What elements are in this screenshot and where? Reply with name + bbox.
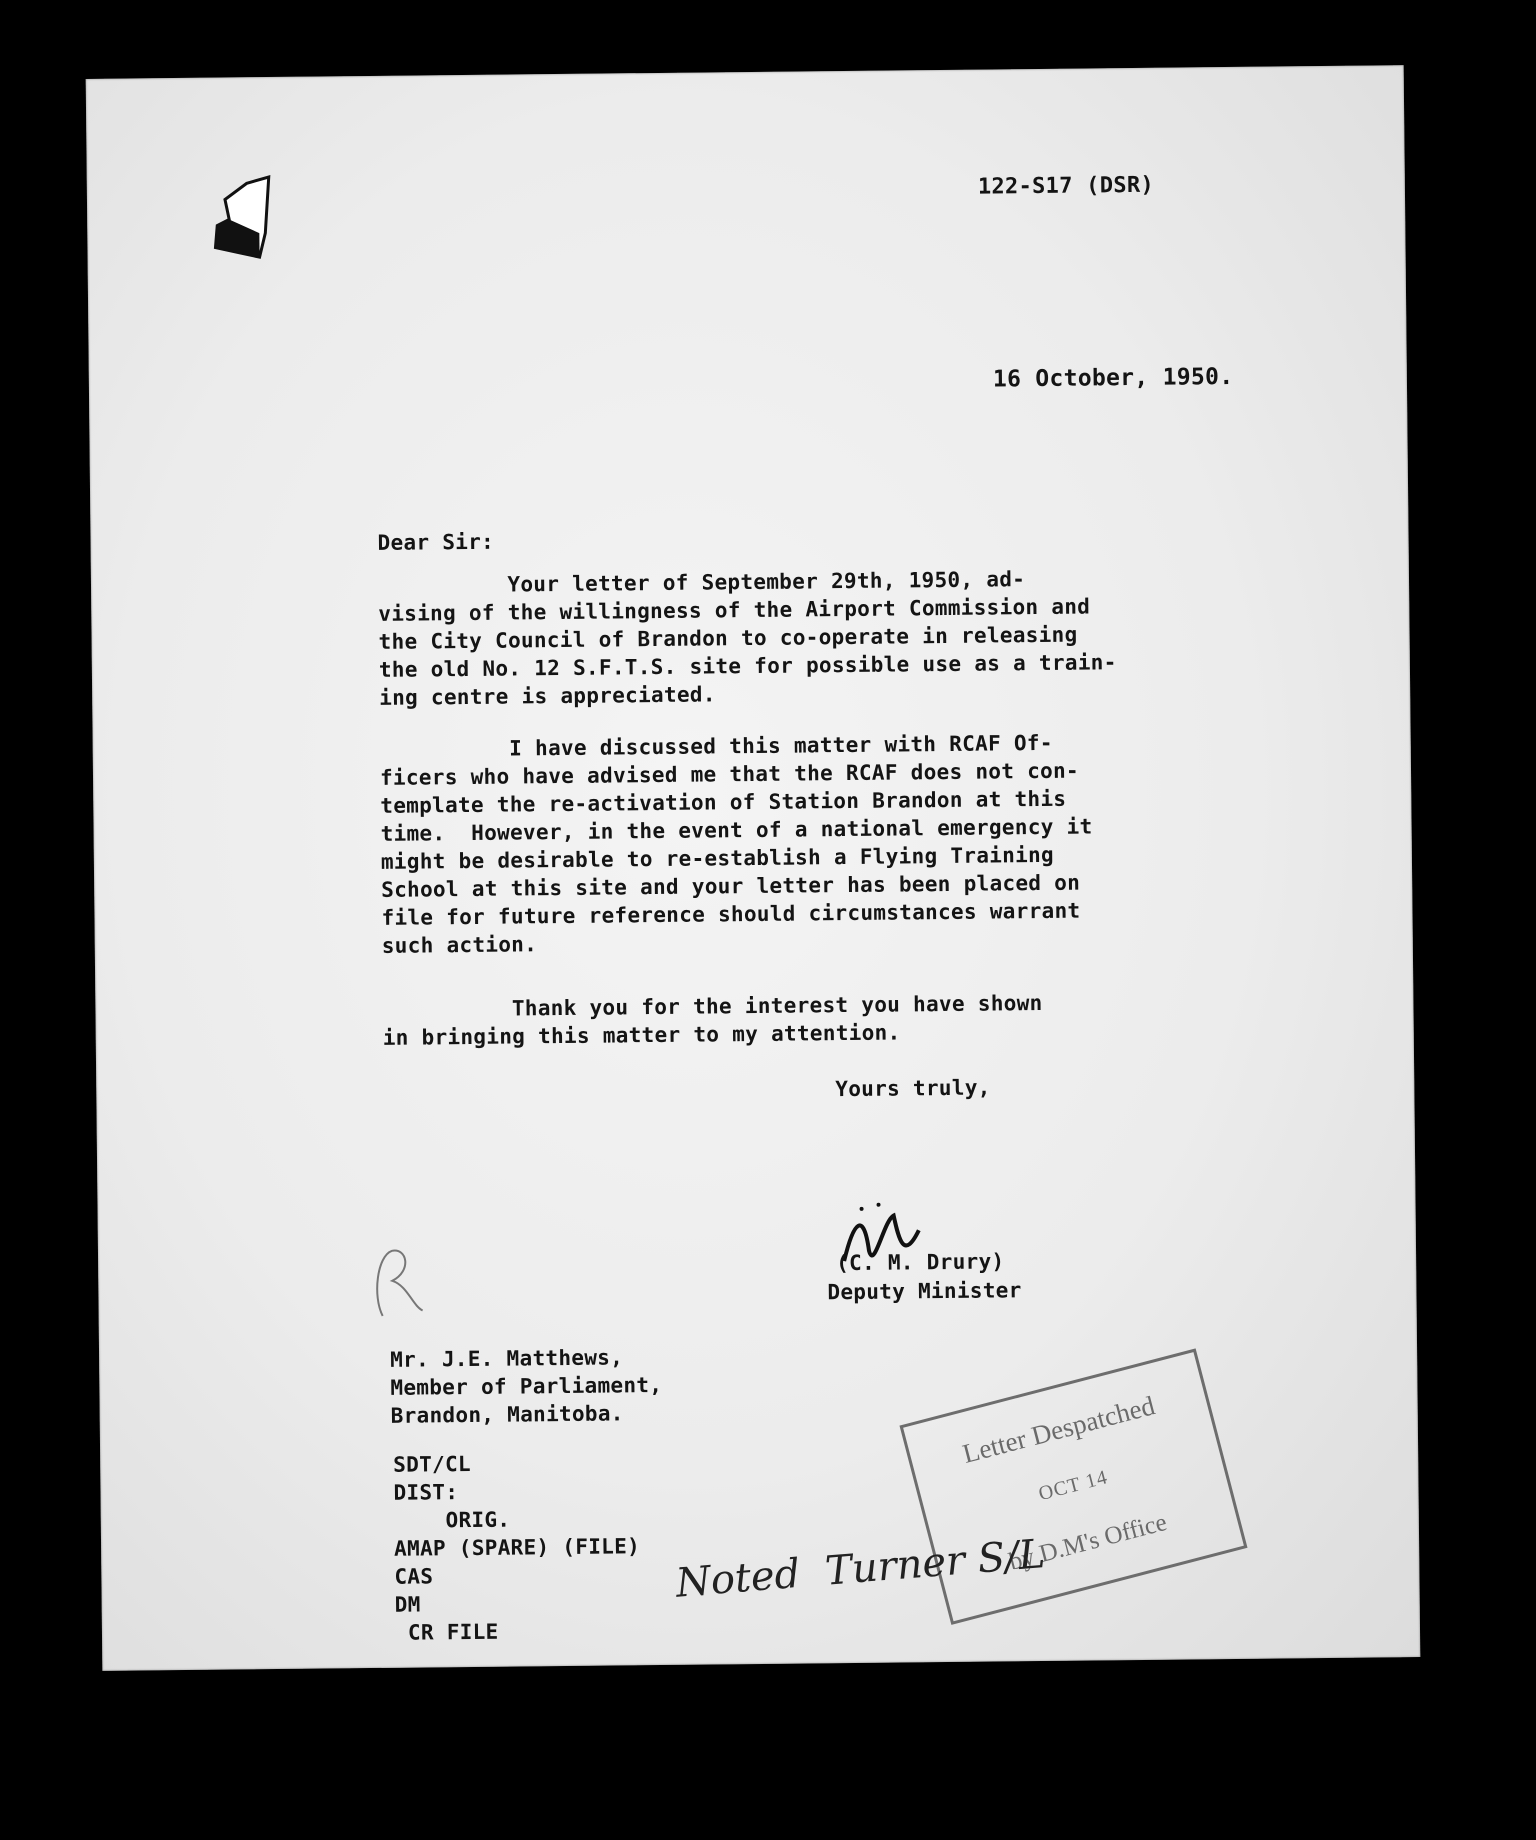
stamp-office: by D.M's Office xyxy=(1006,1508,1170,1576)
signer-name: (C. M. Drury) xyxy=(836,1249,1005,1276)
paragraph-2: I have discussed this matter with RCAF Of- ficers who have advised me that the RCAF does not con- template the re-activation of Station Brandon at this time. However, in the event of a national emergency it might be desirable to re-establish a Flying Training School at this site and your letter has been placed on file for future reference should circumstances warrant such action. xyxy=(379,730,1093,958)
torn-corner-mark xyxy=(207,173,278,264)
handwritten-initial-mark xyxy=(352,1235,443,1326)
paragraph-3: Thank you for the interest you have shown in bringing this matter to my attention. xyxy=(382,990,1043,1050)
stamp-title: Letter Despatched xyxy=(959,1390,1158,1469)
letter-page xyxy=(86,65,1421,1671)
signer-title: Deputy Minister xyxy=(827,1278,1022,1305)
handwritten-note xyxy=(674,1531,1047,1618)
handwritten-note-text: Noted Turner S/L xyxy=(674,1531,1047,1607)
file-reference: 122-S17 (DSR) xyxy=(977,172,1155,200)
paragraph-1: Your letter of September 29th, 1950, ad- vising of the willingness of the Airport Commission and the City Council of Brandon to co-operate in releasing the old No. 12 S.F.T.S. site for possible use as a train- ing centre is appreciated. xyxy=(377,567,1117,710)
salutation: Dear Sir: xyxy=(377,529,495,555)
closing: Yours truly, xyxy=(835,1075,991,1102)
stamp-date: OCT 14 xyxy=(1036,1466,1111,1506)
distribution-list: SDT/CL DIST: ORIG. AMAP (SPARE) (FILE) CAS DM CR FILE xyxy=(393,1451,641,1645)
addressee-block: Mr. J.E. Matthews, Member of Parliament, Brandon, Manitoba. xyxy=(390,1345,663,1428)
letter-date: 16 October, 1950. xyxy=(992,363,1234,393)
